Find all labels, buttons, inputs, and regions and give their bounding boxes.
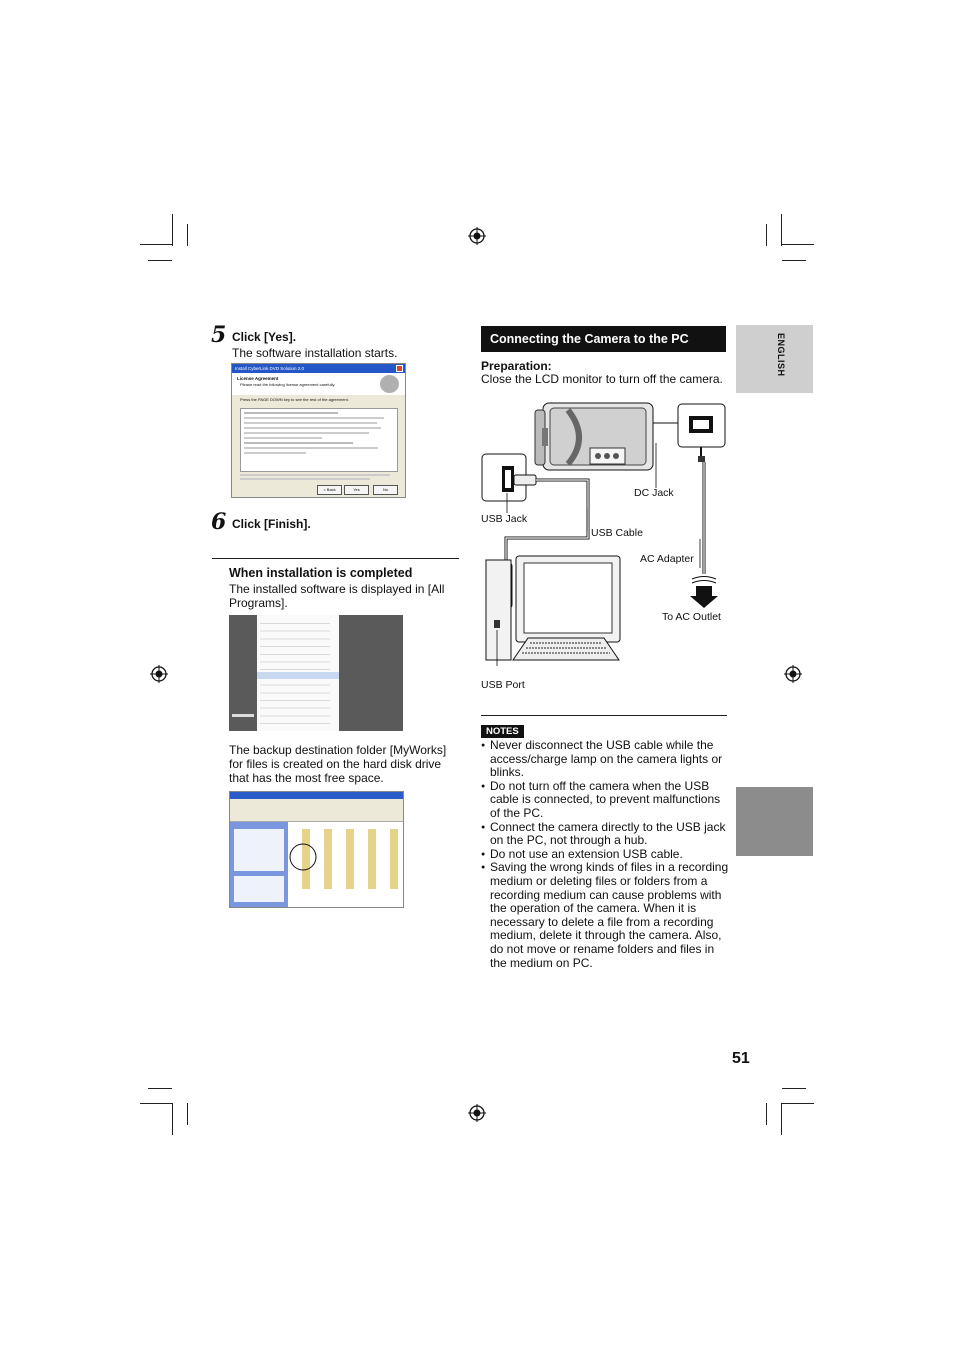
step-title: Click [Finish]. [232,517,311,531]
camcorder-icon [535,403,653,470]
crop-mark [172,1103,173,1135]
start-label [232,714,254,717]
down-arrow-icon [690,586,718,608]
language-tab: ENGLISH [736,325,813,393]
divider [212,558,459,559]
usb-jack-label: USB Jack [481,513,528,525]
registration-mark-icon [468,227,486,245]
install-dialog-screenshot [231,363,406,498]
notes-list [481,739,731,970]
dialog-title: Install CyberLink DVD Solution 2.0 [232,364,405,373]
dialog-subtitle: Please read the following license agreement carefully. [240,382,336,387]
step-number: 5 [211,322,227,348]
crop-mark [781,214,782,246]
registration-mark-icon [150,665,168,683]
ac-adapter-label: AC Adapter [640,553,694,565]
registration-mark-icon [784,665,802,683]
list-item: ● Do not use an extension USB cable. [481,848,731,862]
crop-mark [140,1103,172,1104]
crop-mark [781,1103,782,1135]
step-number: 6 [211,509,227,535]
yes-button[interactable]: Yes [344,485,369,495]
crop-mark [782,244,814,245]
paragraph: The installed software is displayed in [All Programs]. [229,582,445,610]
section-heading: When installation is completed [229,566,413,580]
list-item: ● Connect the camera directly to the USB jack on the PC, not through a hub. [481,821,731,848]
license-text-box[interactable] [240,408,398,472]
preparation-text: Close the LCD monitor to turn off the camera. [481,372,723,386]
crop-mark [172,214,173,246]
crop-mark [766,1103,767,1125]
crop-mark [187,224,188,246]
usb-port-label: USB Port [481,679,525,691]
crop-mark [148,1088,172,1089]
dc-jack-label: DC Jack [634,487,674,499]
side-tab [736,787,813,856]
paragraph: The backup destination folder [MyWorks] for files is created on the hard disk drive that has the most free space. [229,743,447,785]
notes-badge: NOTES [481,725,524,738]
divider [481,715,727,716]
registration-mark-icon [468,1104,486,1122]
list-item: ● Never disconnect the USB cable while the access/charge lamp on the camera lights or blinks. [481,739,731,780]
dialog-hint: Press the PAGE DOWN key to see the rest of the agreement. [240,397,349,402]
setup-logo-icon [380,375,399,393]
dialog-section: License Agreement [237,376,279,381]
ac-outlet-label: To AC Outlet [662,611,721,623]
all-programs-screenshot [229,615,403,731]
close-icon [396,365,403,372]
crop-mark [782,1088,806,1089]
crop-mark [782,260,806,261]
highlight-circle-icon [288,842,318,872]
step-description: The software installation starts. [232,346,398,360]
crop-mark [148,260,172,261]
back-button[interactable]: < Back [317,485,342,495]
no-button[interactable]: No [373,485,398,495]
page-number: 51 [732,1050,750,1067]
explorer-screenshot [229,791,404,908]
crop-mark [140,244,172,245]
list-item: ● Saving the wrong kinds of files in a recording medium or deleting files or folders from a recording medium can cause problems with the operation of the camera. When it is necessary to delete a file from a recording medium, delete it through the camera. Also, do not move or rename folders and files in the medium on PC. [481,861,731,970]
section-header: Connecting the Camera to the PC [481,326,726,352]
usb-cable-label: USB Cable [591,527,643,539]
list-item: ● Do not turn off the camera when the USB cable is connected, to prevent malfunctions of the PC. [481,780,731,821]
crop-mark [187,1103,188,1125]
crop-mark [766,224,767,246]
preparation-label: Preparation: [481,359,552,373]
crop-mark [782,1103,814,1104]
step-title: Click [Yes]. [232,330,297,344]
